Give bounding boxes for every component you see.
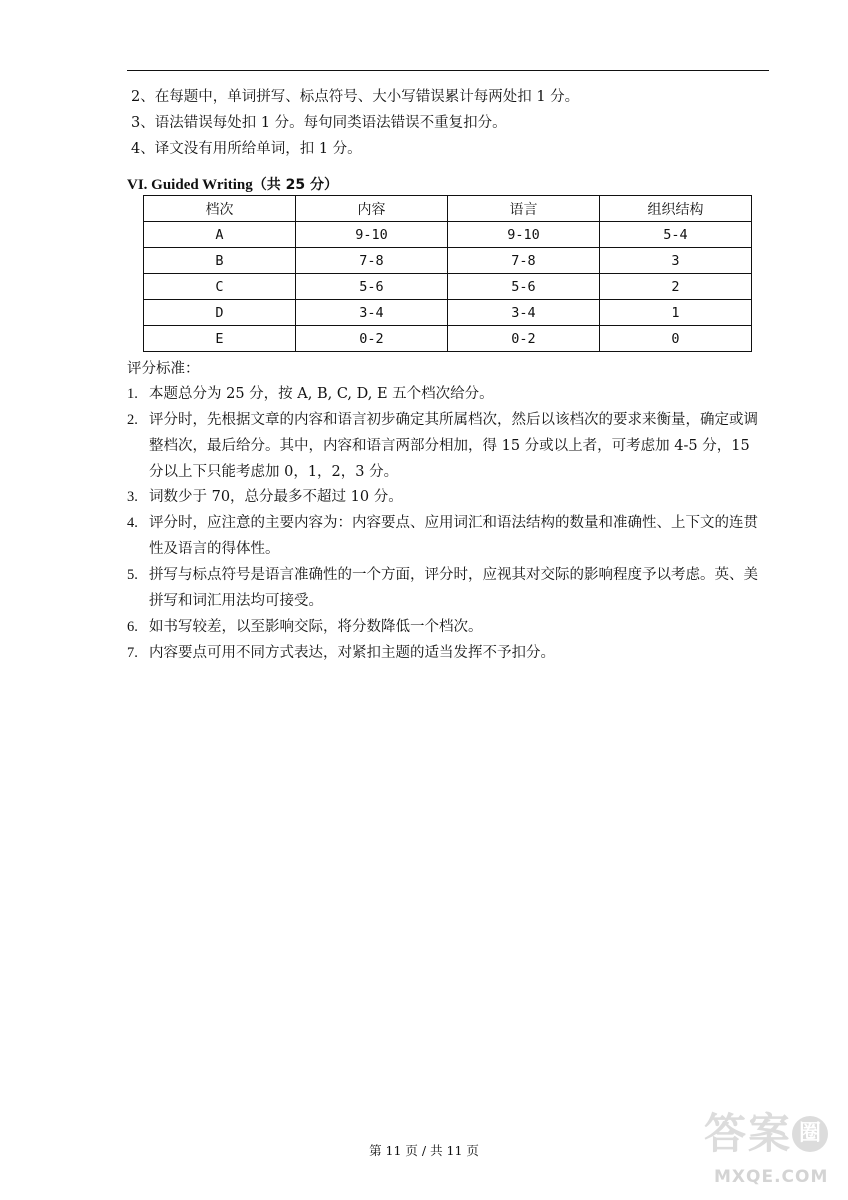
column-header-grade: 档次 <box>144 196 296 222</box>
top-divider-line <box>127 70 769 71</box>
scoring-table <box>143 195 752 352</box>
criteria-item <box>127 484 767 510</box>
table-cell: 5-6 <box>448 274 600 300</box>
table-row <box>144 300 752 326</box>
watermark-url: MXQE.COM <box>714 1167 829 1187</box>
criteria-text: 如书写较差，以至影响交际，将分数降低一个档次。 <box>149 619 483 635</box>
table-cell: C <box>144 274 296 300</box>
table-cell: 2 <box>600 274 752 300</box>
column-header-content: 内容 <box>296 196 448 222</box>
criteria-label: 评分标准： <box>127 361 200 377</box>
table-cell: 9-10 <box>296 222 448 248</box>
watermark-logo <box>694 1108 838 1194</box>
criteria-number: 2. <box>127 412 138 428</box>
table-cell: E <box>144 326 296 352</box>
deduction-rule-2: 2、在每题中，单词拼写、标点符号、大小写错误累计每两处扣 1 分。 <box>131 89 580 105</box>
table-row <box>144 326 752 352</box>
table-cell: 3-4 <box>296 300 448 326</box>
section-heading-title: VI. Guided Writing <box>127 177 253 193</box>
deduction-rule-4: 4、译文没有用所给单词，扣 1 分。 <box>131 141 362 157</box>
criteria-number: 4. <box>127 515 138 531</box>
table-cell: 7-8 <box>448 248 600 274</box>
watermark-badge: 圈 <box>792 1116 828 1152</box>
page-number-footer: 第 11 页 / 共 11 页 <box>369 1143 479 1158</box>
criteria-item <box>127 640 767 666</box>
criteria-number: 6. <box>127 619 138 635</box>
table-cell: 5-6 <box>296 274 448 300</box>
column-header-language: 语言 <box>448 196 600 222</box>
table-cell: 3-4 <box>448 300 600 326</box>
criteria-text: 内容要点可用不同方式表达，对紧扣主题的适当发挥不予扣分。 <box>149 645 555 661</box>
table-cell: 7-8 <box>296 248 448 274</box>
criteria-item <box>127 614 767 640</box>
criteria-number: 1. <box>127 386 138 402</box>
table-header-row <box>144 196 752 222</box>
criteria-item <box>127 407 767 485</box>
table-row <box>144 222 752 248</box>
table-cell: D <box>144 300 296 326</box>
table-cell: 9-10 <box>448 222 600 248</box>
criteria-number: 7. <box>127 645 138 661</box>
table-cell: 5-4 <box>600 222 752 248</box>
criteria-number: 3. <box>127 489 138 505</box>
criteria-item <box>127 562 767 614</box>
table-cell: 0 <box>600 326 752 352</box>
watermark-text: 答案 <box>704 1109 793 1158</box>
section-heading-points: （共 25 分） <box>252 177 338 193</box>
table-cell: 1 <box>600 300 752 326</box>
criteria-text: 本题总分为 25 分，按 A, B, C, D, E 五个档次给分。 <box>149 386 494 402</box>
deduction-rule-3: 3、语法错误每处扣 1 分。每句同类语法错误不重复扣分。 <box>131 115 507 131</box>
section-heading <box>127 175 338 195</box>
criteria-number: 5. <box>127 567 138 583</box>
table-row <box>144 248 752 274</box>
table-row <box>144 274 752 300</box>
table-cell: A <box>144 222 296 248</box>
criteria-item <box>127 381 767 407</box>
criteria-text: 评分时，先根据文章的内容和语言初步确定其所属档次，然后以该档次的要求来衡量，确定或调整档次，最后给分。其中，内容和语言两部分相加，得 15 分或以上者，可考虑加 4-5 分，15 分以上下只能考虑加 0，1，2，3 分。 <box>149 412 758 480</box>
table-cell: 3 <box>600 248 752 274</box>
criteria-text: 评分时，应注意的主要内容为：内容要点、应用词汇和语法结构的数量和准确性、上下文的连贯性及语言的得体性。 <box>149 515 758 557</box>
criteria-text: 拼写与标点符号是语言准确性的一个方面，评分时，应视其对交际的影响程度予以考虑。英、美拼写和词汇用法均可接受。 <box>149 567 758 609</box>
table-cell: 0-2 <box>296 326 448 352</box>
column-header-structure: 组织结构 <box>600 196 752 222</box>
criteria-text: 词数少于 70，总分最多不超过 10 分。 <box>149 489 403 505</box>
table-cell: B <box>144 248 296 274</box>
criteria-item <box>127 510 767 562</box>
table-cell: 0-2 <box>448 326 600 352</box>
